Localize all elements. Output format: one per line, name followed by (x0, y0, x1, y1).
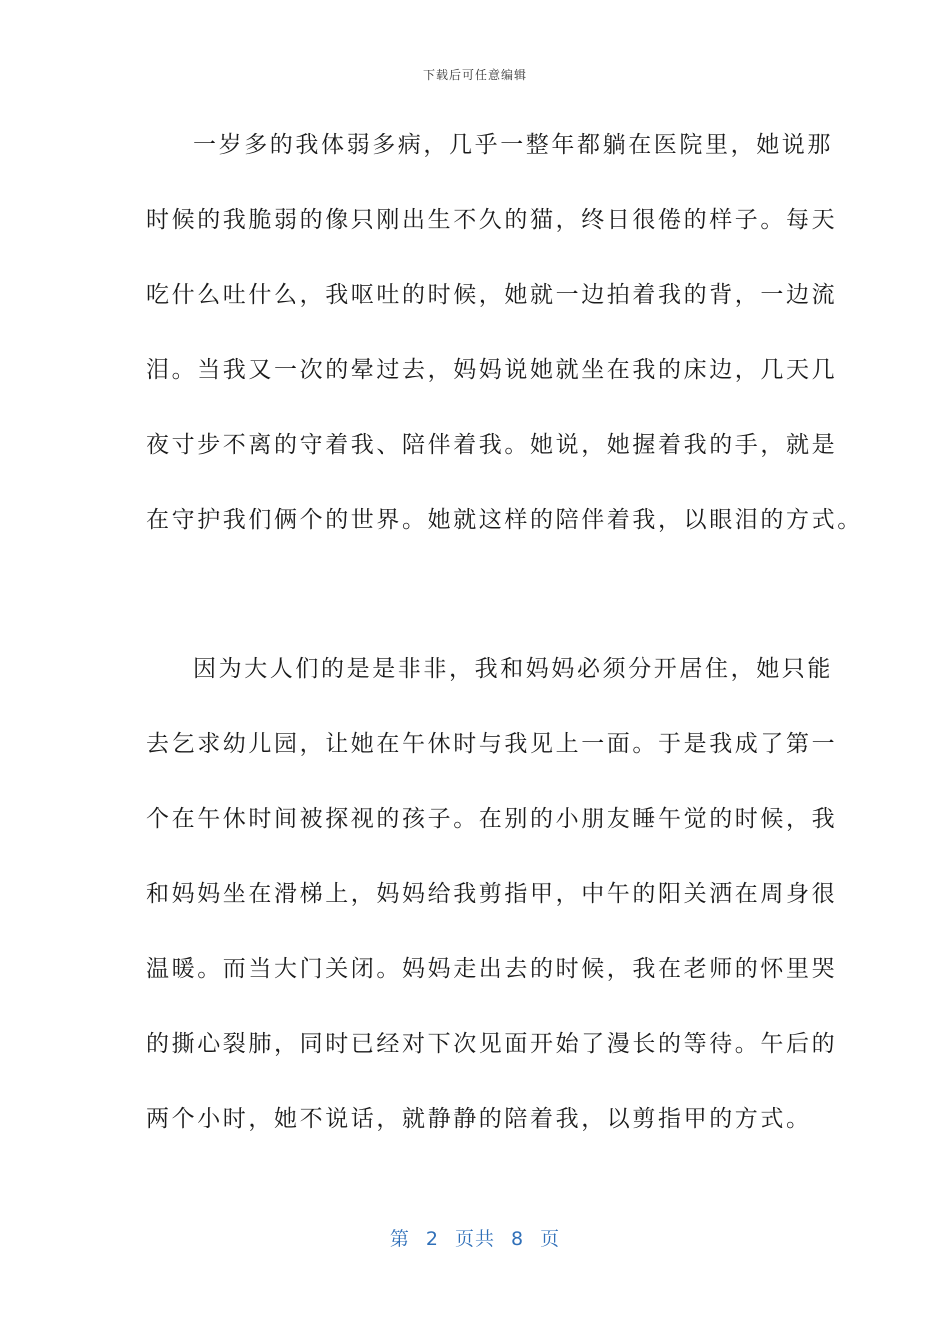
paragraph-2-line-2: 去乞求幼儿园，让她在午休时与我见上一面。于是我成了第一 (146, 731, 838, 757)
paragraph-2-line-7: 两个小时，她不说话，就静静的陪着我，以剪指甲的方式。 (146, 1106, 812, 1132)
paragraph-1-line-3: 吃什么吐什么，我呕吐的时候，她就一边拍着我的背，一边流 (146, 282, 838, 308)
paragraph-1-line-5: 夜寸步不离的守着我、陪伴着我。她说，她握着我的手，就是 (146, 432, 838, 458)
paragraph-2-line-5: 温暖。而当大门关闭。妈妈走出去的时候，我在老师的怀里哭 (146, 956, 838, 982)
paragraph-2-line-4: 和妈妈坐在滑梯上，妈妈给我剪指甲，中午的阳关洒在周身很 (146, 881, 838, 907)
footer-total-pages: 8 (511, 1228, 525, 1250)
paragraph-1-line-2: 时候的我脆弱的像只刚出生不久的猫，终日很倦的样子。每天 (146, 207, 838, 233)
paragraph-2-line-1: 因为大人们的是是非非，我和妈妈必须分开居住，她只能 (193, 656, 833, 682)
paragraph-1-line-6: 在守护我们俩个的世界。她就这样的陪伴着我，以眼泪的方式。 (146, 507, 863, 533)
footer-label-suffix: 页 (540, 1228, 561, 1250)
paragraph-2-line-3: 个在午休时间被探视的孩子。在别的小朋友睡午觉的时候，我 (146, 806, 838, 832)
paragraph-1-line-1: 一岁多的我体弱多病，几乎一整年都躺在医院里，她说那 (193, 132, 833, 158)
footer-label-mid: 页共 (454, 1228, 495, 1250)
page-header: 下载后可任意编辑 (422, 68, 527, 82)
page-footer (0, 1224, 950, 1251)
paragraph-2-line-6: 的撕心裂肺，同时已经对下次见面开始了漫长的等待。午后的 (146, 1031, 838, 1057)
paragraph-1-line-4: 泪。当我又一次的晕过去，妈妈说她就坐在我的床边，几天几 (146, 357, 838, 383)
footer-label-prefix: 第 (389, 1228, 410, 1250)
footer-current-page: 2 (425, 1228, 439, 1250)
